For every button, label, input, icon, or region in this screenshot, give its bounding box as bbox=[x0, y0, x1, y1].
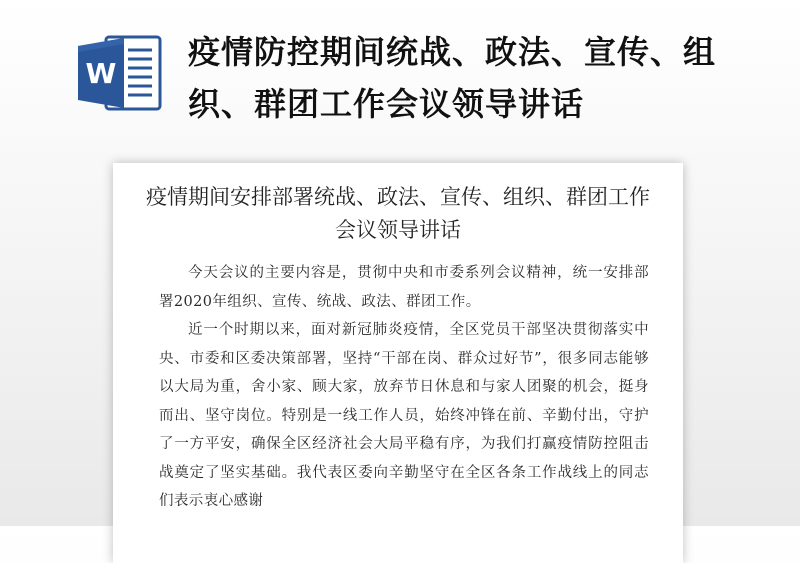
word-document-icon bbox=[76, 34, 164, 112]
paragraph: 近一个时期以来，面对新冠肺炎疫情，全区党员干部坚决贯彻落实中央、市委和区委决策部署，坚持“干部在岗、群众过好节”，很多同志能够以大局为重，舍小家、顾大家，放弃节日休息和与家人团聚的机会，挺身而出、坚守岗位。特别是一线工作人员，始终冲锋在前、辛勤付出，守护了一方平安，确保全区经济社会大局平稳有序，为我们打赢疫情防控阻击战奠定了坚实基础。我代表区委向辛勤坚守在全区各条工作战线上的同志们表示衷心感谢 bbox=[159, 322, 649, 509]
document-title: 疫情期间安排部署统战、政法、宣传、组织、群团工作会议领导讲话 bbox=[146, 185, 650, 242]
document-page bbox=[113, 163, 683, 563]
svg-text:W: W bbox=[85, 57, 117, 90]
document-body bbox=[159, 259, 649, 516]
paragraph: 今天会议的主要内容是，贯彻中央和市委系列会议精神，统一安排部署2020年组织、宣传、统战、政法、群团工作。 bbox=[159, 265, 649, 310]
header bbox=[0, 0, 800, 140]
page-title: 疫情防控期间统战、政法、宣传、组织、群团工作会议领导讲话 bbox=[188, 33, 717, 123]
